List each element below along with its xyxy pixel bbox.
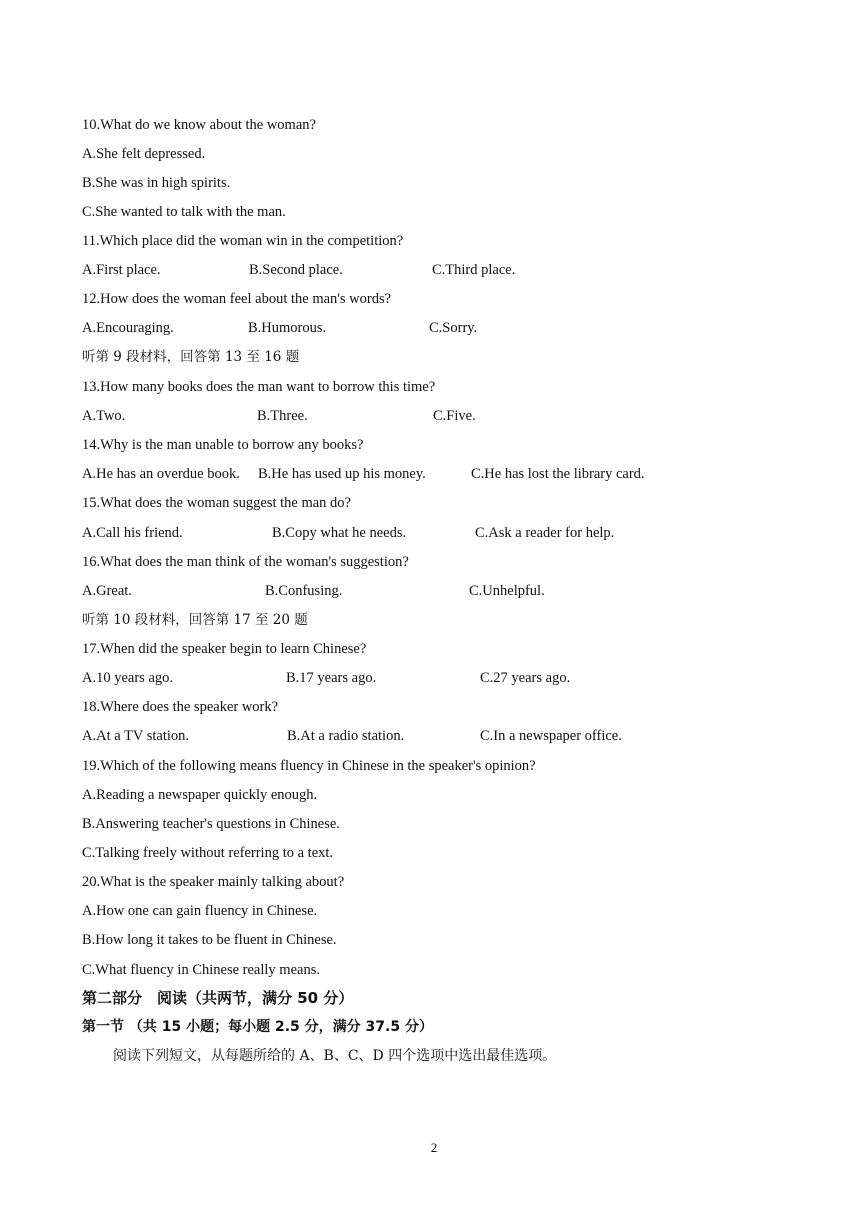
question-18-option-c: C.In a newspaper office.	[480, 728, 622, 744]
question-14-option-a: A.He has an overdue book.	[82, 466, 240, 482]
question-12-option-a: A.Encouraging.	[82, 320, 174, 336]
question-20-stem: 20.What is the speaker mainly talking about?	[82, 874, 345, 890]
question-12-option-b: B.Humorous.	[248, 320, 327, 336]
question-19-option-a: A.Reading a newspaper quickly enough.	[82, 787, 318, 803]
question-13-option-b: B.Three.	[257, 408, 308, 424]
question-20-option-a: A.How one can gain fluency in Chinese.	[82, 903, 318, 919]
question-16-option-c: C.Unhelpful.	[469, 583, 545, 599]
question-11-option-b: B.Second place.	[249, 262, 343, 278]
section-9-instruction: 听第 9 段材料，回答第 13 至 16 题	[82, 349, 300, 365]
question-19-option-b: B.Answering teacher's questions in Chinese.	[82, 816, 340, 832]
question-12-stem: 12.How does the woman feel about the man's words?	[82, 291, 392, 307]
question-14-stem: 14.Why is the man unable to borrow any books?	[82, 437, 364, 453]
question-12-option-c: C.Sorry.	[429, 320, 478, 336]
question-10-stem: 10.What do we know about the woman?	[82, 117, 316, 133]
question-13-option-a: A.Two.	[82, 408, 126, 424]
question-17-option-a: A.10 years ago.	[82, 670, 174, 686]
question-18-option-a: A.At a TV station.	[82, 728, 190, 744]
question-20-option-b: B.How long it takes to be fluent in Chinese.	[82, 932, 337, 948]
question-17-option-b: B.17 years ago.	[286, 670, 377, 686]
question-15-option-c: C.Ask a reader for help.	[475, 525, 615, 541]
question-19-stem: 19.Which of the following means fluency in Chinese in the speaker's opinion?	[82, 758, 536, 774]
question-15-option-a: A.Call his friend.	[82, 525, 183, 541]
question-17-option-c: C.27 years ago.	[480, 670, 571, 686]
question-16-option-a: A.Great.	[82, 583, 132, 599]
section-10-instruction: 听第 10 段材料，回答第 17 至 20 题	[82, 612, 308, 628]
question-10-option-c: C.She wanted to talk with the man.	[82, 204, 286, 220]
question-18-stem: 18.Where does the speaker work?	[82, 699, 279, 715]
question-16-stem: 16.What does the man think of the woman's suggestion?	[82, 554, 409, 570]
page-number: 2	[430, 1140, 438, 1155]
question-16-option-b: B.Confusing.	[265, 583, 343, 599]
question-10-option-b: B.She was in high spirits.	[82, 175, 231, 191]
question-15-option-b: B.Copy what he needs.	[272, 525, 407, 541]
question-20-option-c: C.What fluency in Chinese really means.	[82, 962, 320, 978]
question-10-option-a: A.She felt depressed.	[82, 146, 206, 162]
question-17-stem: 17.When did the speaker begin to learn Chinese?	[82, 641, 367, 657]
question-18-option-b: B.At a radio station.	[287, 728, 405, 744]
question-14-option-c: C.He has lost the library card.	[471, 466, 645, 482]
question-11-stem: 11.Which place did the woman win in the competition?	[82, 233, 404, 249]
question-15-stem: 15.What does the woman suggest the man do?	[82, 495, 351, 511]
question-14-option-b: B.He has used up his money.	[258, 466, 426, 482]
part-2-instruction: 阅读下列短文，从每题所给的 A、B、C、D 四个选项中选出最佳选项。	[113, 1048, 557, 1064]
question-19-option-c: C.Talking freely without referring to a text.	[82, 845, 334, 861]
question-13-stem: 13.How many books does the man want to borrow this time?	[82, 379, 436, 395]
question-13-option-c: C.Five.	[433, 408, 476, 424]
question-11-option-c: C.Third place.	[432, 262, 516, 278]
question-11-option-a: A.First place.	[82, 262, 161, 278]
part-2-heading: 第二部分 阅读（共两节，满分 50 分）	[82, 989, 354, 1007]
part-2-section-1-heading: 第一节 （共 15 小题；每小题 2.5 分，满分 37.5 分）	[82, 1019, 433, 1035]
